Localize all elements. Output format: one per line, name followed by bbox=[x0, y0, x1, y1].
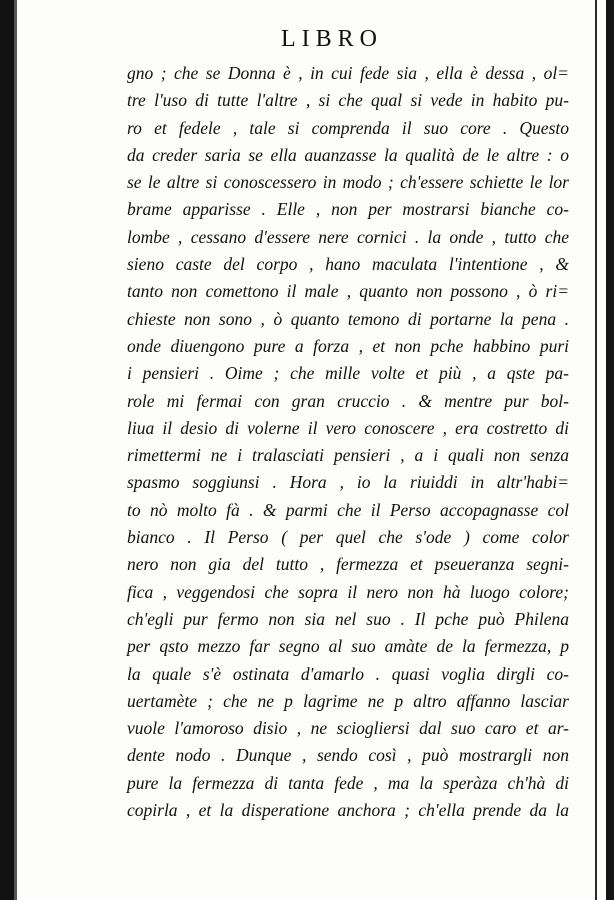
page-right-margin-line bbox=[595, 0, 597, 900]
text-line: liua il desio di volerne il vero conoscere , era costretto di bbox=[127, 417, 569, 438]
body-text bbox=[127, 60, 569, 824]
text-line: gno ; che se Donna è , in cui fede sia , ella è dessa , ol= bbox=[127, 63, 569, 83]
text-line: bianco . Il Perso ( per quel che s'ode ) come color bbox=[127, 527, 569, 548]
text-line: pure la fermezza di tanta fede , ma la speràza ch'hà di bbox=[127, 772, 569, 793]
text-line: lombe , cessano d'essere nere cornici . la onde , tutto che bbox=[127, 226, 569, 247]
text-line: vuole l'amoroso disio , ne sciogliersi dal suo caro et ar- bbox=[127, 718, 569, 739]
text-line: brame apparisse . Elle , non per mostrarsi bianche co- bbox=[127, 199, 569, 220]
text-line: chieste non sono , ò quanto temono di portarne la pena . bbox=[127, 308, 569, 329]
text-line: to nò molto fà . & parmi che il Perso accopagnasse col bbox=[127, 499, 569, 520]
page-left-binding-edge bbox=[0, 0, 14, 900]
text-line: per qsto mezzo far segno al suo amàte de la fermezza, p bbox=[127, 636, 569, 657]
page-right-edge bbox=[606, 0, 614, 900]
text-line: tanto non comettono il male , quanto non possono , ò ri= bbox=[127, 281, 569, 302]
text-line: i pensieri . Oime ; che mille volte et più , a qste pa- bbox=[127, 363, 569, 384]
text-line: nero non gia del tutto , fermezza et pseueranza segni- bbox=[127, 554, 569, 575]
text-line: rimettermi ne i tralasciati pensieri , a i quali non senza bbox=[127, 445, 569, 466]
text-line: dente nodo . Dunque , sendo così , può mostrargli non bbox=[127, 745, 569, 766]
text-line: copirla , et la disperatione anchora ; ch'ella prende da la bbox=[127, 800, 569, 821]
text-line: tre l'uso di tutte l'altre , si che qual si vede in habito pu- bbox=[127, 90, 569, 111]
text-line: sieno caste del corpo , hano maculata l'intentione , & bbox=[127, 254, 569, 275]
text-line: la quale s'è ostinata d'amarlo . quasi voglia dirgli co- bbox=[127, 663, 569, 684]
page-left-binding-shadow bbox=[14, 0, 17, 900]
text-line: ro et fedele , tale si comprenda il suo core . Questo bbox=[127, 117, 569, 138]
text-line: fica , veggendosi che sopra il nero non hà luogo colore; bbox=[127, 581, 569, 602]
text-line: ch'egli pur fermo non sia nel suo . Il pche può Philena bbox=[127, 608, 569, 629]
text-line: uertamète ; che ne p lagrime ne p altro affanno lasciar bbox=[127, 690, 569, 711]
text-line: onde diuengono pure a forza , et non pche habbino puri bbox=[127, 335, 569, 356]
text-line: role mi fermai con gran cruccio . & mentre pur bol- bbox=[127, 390, 569, 411]
text-line: se le altre si conoscessero in modo ; ch'essere schiette le lor bbox=[127, 172, 569, 193]
text-line: spasmo soggiunsi . Hora , io la riuiddi in altr'habi= bbox=[127, 472, 569, 493]
running-header: LIBRO bbox=[281, 26, 383, 52]
text-line: da creder saria se ella auanzasse la qualità de le altre : o bbox=[127, 144, 569, 165]
